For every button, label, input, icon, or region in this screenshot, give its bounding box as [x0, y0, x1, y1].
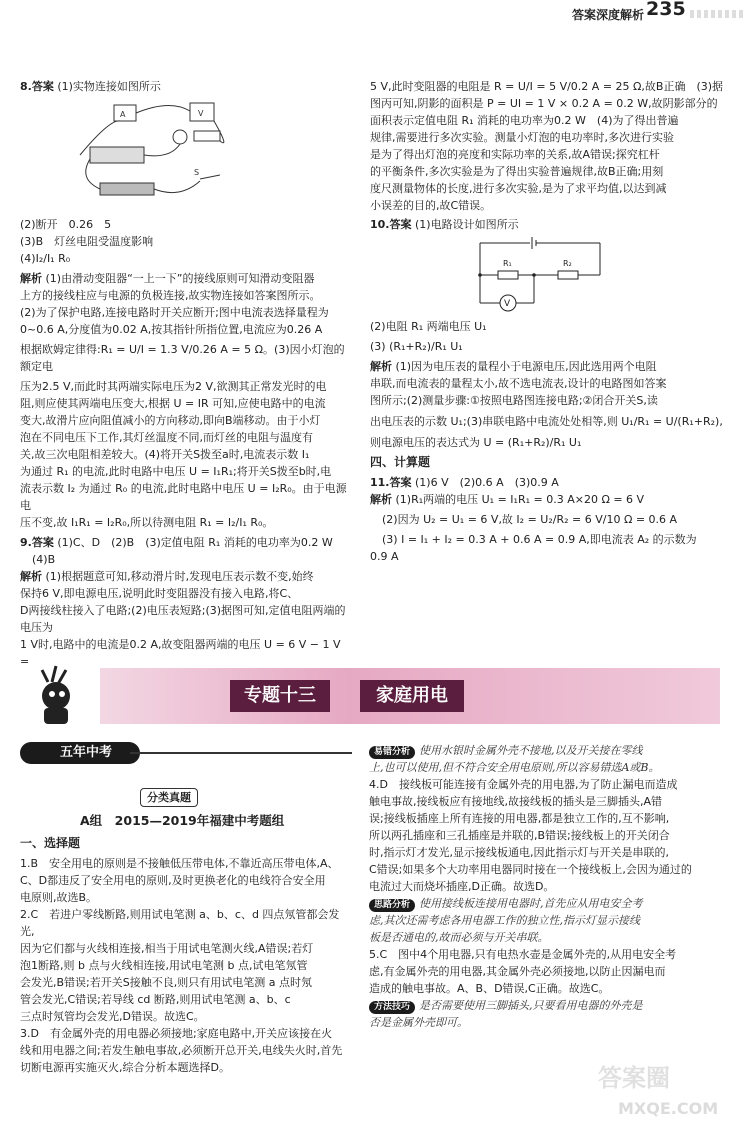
l2-item-3: 2.C 若进户零线断路,则用试电笔测 a、b、c、d 四点氖管都会发光, — [20, 908, 340, 938]
left-column — [20, 78, 352, 670]
q10-explain-tag: 解析 — [370, 360, 392, 373]
q5-1: 虑,有金属外壳的用电器,其金属外壳必须接地,以防止因漏电而 — [369, 965, 666, 978]
l2-item-8: 三点时氖管均会发光,D错误。故选C。 — [20, 1010, 205, 1023]
q9-explain-tag: 解析 — [20, 570, 42, 583]
note3-1: 否是金属外壳即可。 — [369, 1016, 468, 1029]
q8-exp-7: 变大,故滑片应向阻值减小的方向移动,即向B端移动。由于小灯 — [20, 414, 321, 427]
r-p1-7: 小误差的目的,故C错误。 — [370, 199, 492, 212]
topic-banner — [0, 660, 750, 740]
q9-exp-2: D两接线柱接入了电路;(2)电压表短路;(3)据图可知,定值电阻两端的电压为 — [20, 604, 346, 634]
q8-exp-8: 泡在不同电压下工作,其灯丝温度不同,而灯丝的电阻与温度有 — [20, 431, 313, 444]
l2-item-11: 切断电源再实施灭火,综合分析本题选择D。 — [20, 1061, 230, 1074]
q11-head: 11.答案 — [370, 476, 412, 489]
q4-6: 电流过大而烧坏插座,D正确。故选D。 — [369, 880, 555, 893]
q9-exp-1: 保持6 V,即电源电压,说明此时变阻器没有接入电路,将C、 — [20, 587, 299, 600]
q8-exp-5: 压为2.5 V,而此时其两端实际电压为2 V,欲测其正常发光时的电 — [20, 380, 327, 393]
q8-answer-2: (2)断开 0.26 5 — [20, 218, 112, 231]
q8-head: 8.答案 — [20, 80, 54, 93]
r-p1-6: 度尺测量物体的长度,进行多次实验,是为了求平均值,以达到减 — [370, 182, 667, 195]
q8-answer-1: (1)实物连接如图所示 — [57, 80, 161, 93]
watermark-logo: 答案圈 — [598, 1064, 670, 1092]
l2-item-0: 1.B 安全用电的原则是不接触低压带电体,不靠近高压带电体,A、 — [20, 857, 339, 870]
page-header — [0, 0, 750, 42]
q9-answer: (1)C、D (2)B (3)定值电阻 R₁ 消耗的电功率为0.2 W — [57, 536, 333, 549]
l2-item-4: 因为它们都与火线相连接,相当于用试电笔测火线,A错误;若灯 — [20, 942, 314, 955]
q11-exp-2: (3) I = I₁ + I₂ = 0.3 A + 0.6 A = 0.9 A,即电流表 A₂ 的示数为 — [382, 533, 697, 546]
note2-1: 虑,其次还需考虑各用电器工作的独立性,指示灯显示接线 — [369, 914, 640, 927]
note2-0: 使用接线板连接用电器时,首先应从用电安全考 — [419, 897, 643, 910]
q8-exp-6: 阻,则应使其两端电压变大,根据 U = IR 可知,应使电路中的电流 — [20, 397, 326, 410]
section-badge: 五年中考 — [20, 742, 140, 764]
svg-text:V: V — [198, 109, 204, 118]
q5-0: 5.C 图中4个用电器,只有电热水壶是金属外壳的,从用电安全考 — [369, 948, 677, 961]
header-title: 答案深度解析 — [572, 8, 645, 22]
l2-item-6: 会发光,B错误;若开关S接触不良,则只有用试电笔测 a 点时氖 — [20, 976, 312, 989]
r-p1-1: 图丙可知,阴影的面积是 P = UI = 1 V × 0.2 A = 0.2 W,故阴影部分的 — [370, 97, 718, 110]
q9-exp-0: (1)根据题意可知,移动滑片时,发现电压表示数不变,始终 — [45, 570, 314, 583]
note-error-tag: 易错分析 — [369, 746, 415, 759]
note3-0: 是否需要使用三脚插头,只要看用电器的外壳是 — [419, 999, 643, 1012]
r-p1-4: 是为了得出灯泡的亮度和实际功率的关系,故A错误;探究杠杆 — [370, 148, 660, 161]
q10-exp-4: 则电源电压的表达式为 U = (R₁+R₂)/R₁ U₁ — [370, 436, 582, 449]
circuit-photo-diagram — [70, 99, 352, 212]
watermark-url: MXQE.COM — [618, 1099, 719, 1118]
section-choice: 一、选择题 — [20, 836, 81, 850]
section-calc: 四、计算题 — [370, 455, 431, 469]
left-bottom-column — [20, 832, 352, 1076]
q4-4: 时,指示灯才发光,显示接线板通电,因此指示灯与开关是串联的, — [369, 846, 669, 859]
q10-exp-1: 串联,而电流表的量程太小,故不选电流表,设计的电路图如答案 — [370, 377, 667, 390]
banner-title-name: 家庭用电 — [360, 680, 464, 712]
svg-text:S: S — [194, 168, 200, 177]
l2-item-2: 电原则,故选B。 — [20, 891, 98, 904]
l2-item-9: 3.D 有金属外壳的用电器必须接地;家庭电路中,开关应该接在火 — [20, 1027, 333, 1040]
l2-item-10: 线和用电器之间;若发生触电事故,必须断开总开关,电线失火时,首先 — [20, 1044, 343, 1057]
circuit-diagram — [470, 235, 610, 313]
q9-answer-2: (4)B — [32, 553, 56, 566]
q4-3: 所以两孔插座和三孔插座是并联的,B错误;接线板上的开关闭合 — [369, 829, 670, 842]
voltmeter-label: V — [504, 299, 511, 309]
r2-label: R₂ — [563, 259, 572, 268]
q11-answer: (1)6 V (2)0.6 A (3)0.9 A — [415, 476, 559, 489]
q8-exp-0: (1)由滑动变阻器“一上一下”的接线原则可知滑动变阻器 — [45, 272, 315, 285]
right-bottom-column — [369, 742, 731, 1031]
note-idea-tag: 思路分析 — [369, 899, 415, 912]
q8-exp-9: 关,故三次电阻相差较大。(4)将开关S拨至a时,电流表示数 I₁ — [20, 448, 310, 461]
q8-exp-1: 上方的接线柱应与电源的负极连接,故实物连接如答案图所示。 — [20, 289, 321, 302]
section-rule — [130, 752, 352, 754]
q8-explain-tag: 解析 — [20, 272, 42, 285]
right-column — [370, 78, 730, 565]
q4-5: C错误;如果多个大功率用电器同时接在一个接线板上,会因为通过的 — [369, 863, 692, 876]
q9-head: 9.答案 — [20, 536, 54, 549]
l2-item-1: C、D都违反了安全用电的原则,及时更换老化的电线符合安全用 — [20, 874, 326, 887]
r1-label: R₁ — [503, 259, 512, 268]
q10-exp-0: (1)因为电压表的量程小于电源电压,因此选用两个电阻 — [395, 360, 657, 373]
q8-answer-3: (3)B 灯丝电阻受温度影响 — [20, 235, 154, 248]
banner-title-topic: 专题十三 — [230, 680, 330, 712]
q10-answer-2: (2)电阻 R₁ 两端电压 U₁ — [370, 320, 487, 333]
wiring-figure — [70, 99, 240, 207]
deer-mascot-icon — [22, 662, 92, 728]
q10-exp-3: 出电压表的示数 U₁;(3)串联电路中电流处处相等,则 U₁/R₁ = U/(R₁+R₂), — [370, 415, 723, 428]
q10-exp-2: 图所示;(2)测量步骤:①按照电路图连接电路;②闭合开关S,读 — [370, 394, 658, 407]
l2-item-7: 管会发光,C错误;若导线 cd 断路,则用试电笔测 a、b、c — [20, 993, 291, 1006]
l2-item-5: 泡1断路,则 b 点与火线相连接,用试电笔测 b 点,试电笔氖管 — [20, 959, 308, 972]
note1-1: 上,也可以使用,但不符合安全用电原则,所以容易错选A或B。 — [369, 761, 660, 774]
q4-2: 误;接线板插座上所有连接的用电器,都是独立工作的,互不影响, — [369, 812, 670, 825]
q8-exp-12: 压不变,故 I₁R₁ = I₂R₀,所以待测电阻 R₁ = I₂/I₁ R₀。 — [20, 516, 274, 529]
group-title: A组 2015—2019年福建中考题组 — [80, 813, 285, 828]
q8-answer-4: (4)I₂/I₁ R₀ — [20, 252, 71, 265]
q8-exp-10: 为通过 R₁ 的电流,此时电路中电压 U = I₁R₁;将开关S拨至b时,电 — [20, 465, 332, 478]
q9-exp-3: 1 V时,电路中的电流是0.2 A,故变阻器两端的电压 U = 6 V − 1 V = — [20, 638, 341, 668]
q11-exp-0: (1)R₁两端的电压 U₁ = I₁R₁ = 0.3 A×20 Ω = 6 V — [395, 493, 645, 506]
header-decoration — [690, 10, 746, 18]
q10-head: 10.答案 — [370, 218, 412, 231]
r-p1-2: 面积表示定值电阻 R₁ 消耗的电功率为0.2 W (4)为了得出普遍 — [370, 114, 679, 127]
r-p1-0: 5 V,此时变阻器的电阻是 R = U/I = 5 V/0.2 A = 25 Ω,故B正确 (3)据 — [370, 80, 724, 93]
q8-exp-2: (2)为了保护电路,连接电路时开关应断开;图中电流表选择量程为 — [20, 306, 329, 319]
q11-explain-tag: 解析 — [370, 493, 392, 506]
category-tag: 分类真题 — [140, 788, 198, 807]
svg-text:A: A — [120, 110, 126, 119]
q10-answer-1: (1)电路设计如图所示 — [415, 218, 519, 231]
q11-exp-3: 0.9 A — [370, 550, 399, 563]
q10-circuit — [470, 235, 730, 318]
q4-0: 4.D 接线板可能连接有金属外壳的用电器,为了防止漏电而造成 — [369, 778, 678, 791]
q8-exp-11: 流表示数 I₂ 为通过 R₀ 的电流,此时电路中电压 U = I₂R₀。由于电源电 — [20, 482, 347, 512]
note-method-tag: 方法技巧 — [369, 1001, 415, 1014]
q8-exp-4: 根据欧姆定律得:R₁ = U/I = 1.3 V/0.26 A = 5 Ω。(3)因小灯泡的额定电 — [20, 343, 345, 373]
q4-1: 触电事故,接线板应有接地线,故接线板的插头是三脚插头,A错 — [369, 795, 663, 808]
note2-2: 板是否通电的,故而必须与开关串联。 — [369, 931, 549, 944]
r-p1-5: 的平衡条件,多次实验是为了得出实验普遍规律,故B正确;用刻 — [370, 165, 664, 178]
q8-exp-3: 0~0.6 A,分度值为0.02 A,按其指针所指位置,电流应为0.26 A — [20, 323, 323, 336]
q5-2: 造成的触电事故。A、B、D错误,C正确。故选C。 — [369, 982, 610, 995]
r-p1-3: 规律,需要进行多次实验。测量小灯泡的电功率时,多次进行实验 — [370, 131, 674, 144]
q11-exp-1: (2)因为 U₂ = U₁ = 6 V,故 I₂ = U₂/R₂ = 6 V/10 Ω = 0.6 A — [382, 513, 678, 526]
note1-0: 使用水银时金属外壳不接地,以及开关接在零线 — [419, 744, 643, 757]
page-number: 235 — [646, 0, 686, 20]
q10-answer-3: (3) (R₁+R₂)/R₁ U₁ — [370, 340, 463, 353]
